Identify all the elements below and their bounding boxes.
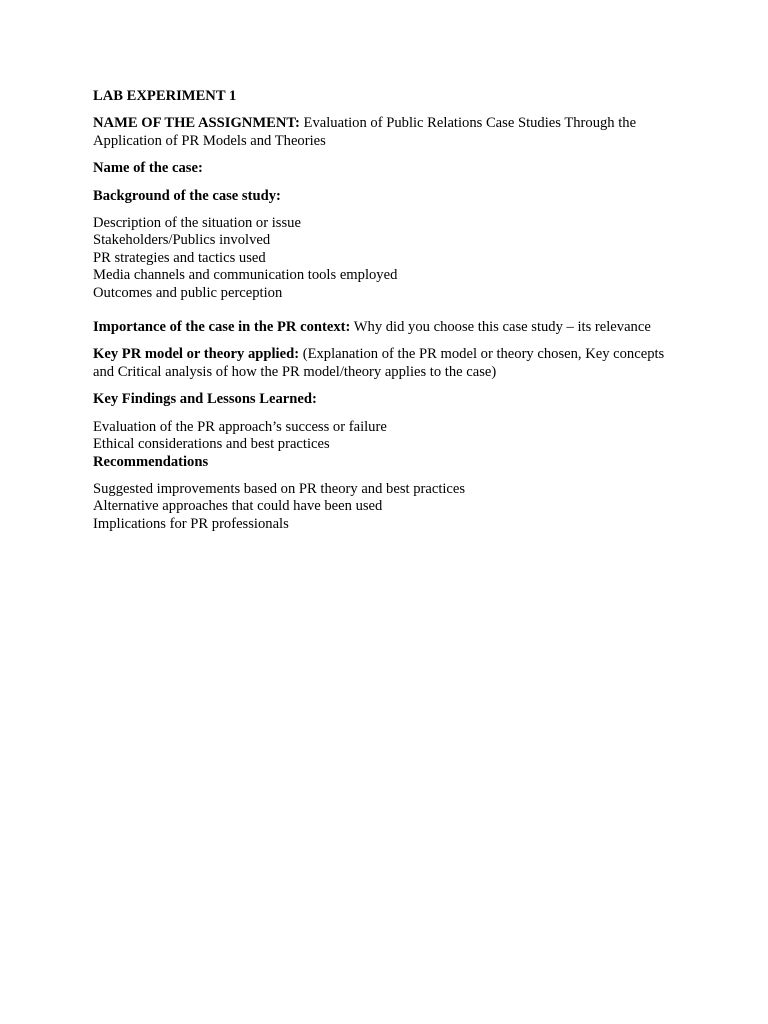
case-name-label: Name of the case: bbox=[93, 160, 203, 177]
importance-label: Importance of the case in the PR context: bbox=[93, 319, 351, 336]
recommendations-item: Implications for PR professionals bbox=[93, 515, 289, 532]
findings-item: Ethical considerations and best practices bbox=[93, 436, 330, 453]
key-model-paragraph bbox=[93, 346, 678, 381]
background-item: Description of the situation or issue bbox=[93, 215, 301, 232]
findings-list bbox=[93, 419, 678, 454]
findings-item: Evaluation of the PR approach’s success or failure bbox=[93, 418, 387, 435]
findings-label: Key Findings and Lessons Learned: bbox=[93, 391, 317, 408]
assignment-paragraph bbox=[93, 115, 678, 150]
key-model-label: Key PR model or theory applied: bbox=[93, 346, 300, 363]
assignment-text: Evaluation of Public Relations Case Studies Through the Application of PR Models and Theories bbox=[93, 115, 637, 149]
recommendations-item: Suggested improvements based on PR theory and best practices bbox=[93, 480, 466, 497]
recommendations-list bbox=[93, 481, 678, 533]
document-heading: LAB EXPERIMENT 1 bbox=[93, 88, 237, 104]
background-item: Media channels and communication tools employed bbox=[93, 267, 398, 284]
background-item: PR strategies and tactics used bbox=[93, 249, 266, 266]
background-item: Stakeholders/Publics involved bbox=[93, 232, 271, 249]
background-item: Outcomes and public perception bbox=[93, 284, 283, 301]
key-model-text: (Explanation of the PR model or theory chosen, Key concepts and Critical analysis of how the PR model/theory applies to the case) bbox=[93, 346, 665, 380]
background-list bbox=[93, 215, 678, 302]
importance-text: Why did you choose this case study – its relevance bbox=[350, 319, 651, 336]
background-label: Background of the case study: bbox=[93, 187, 281, 204]
assignment-label: NAME OF THE ASSIGNMENT: bbox=[93, 115, 300, 132]
recommendations-label: Recommendations bbox=[93, 453, 209, 470]
importance-paragraph bbox=[93, 319, 678, 336]
recommendations-item: Alternative approaches that could have been used bbox=[93, 498, 383, 515]
